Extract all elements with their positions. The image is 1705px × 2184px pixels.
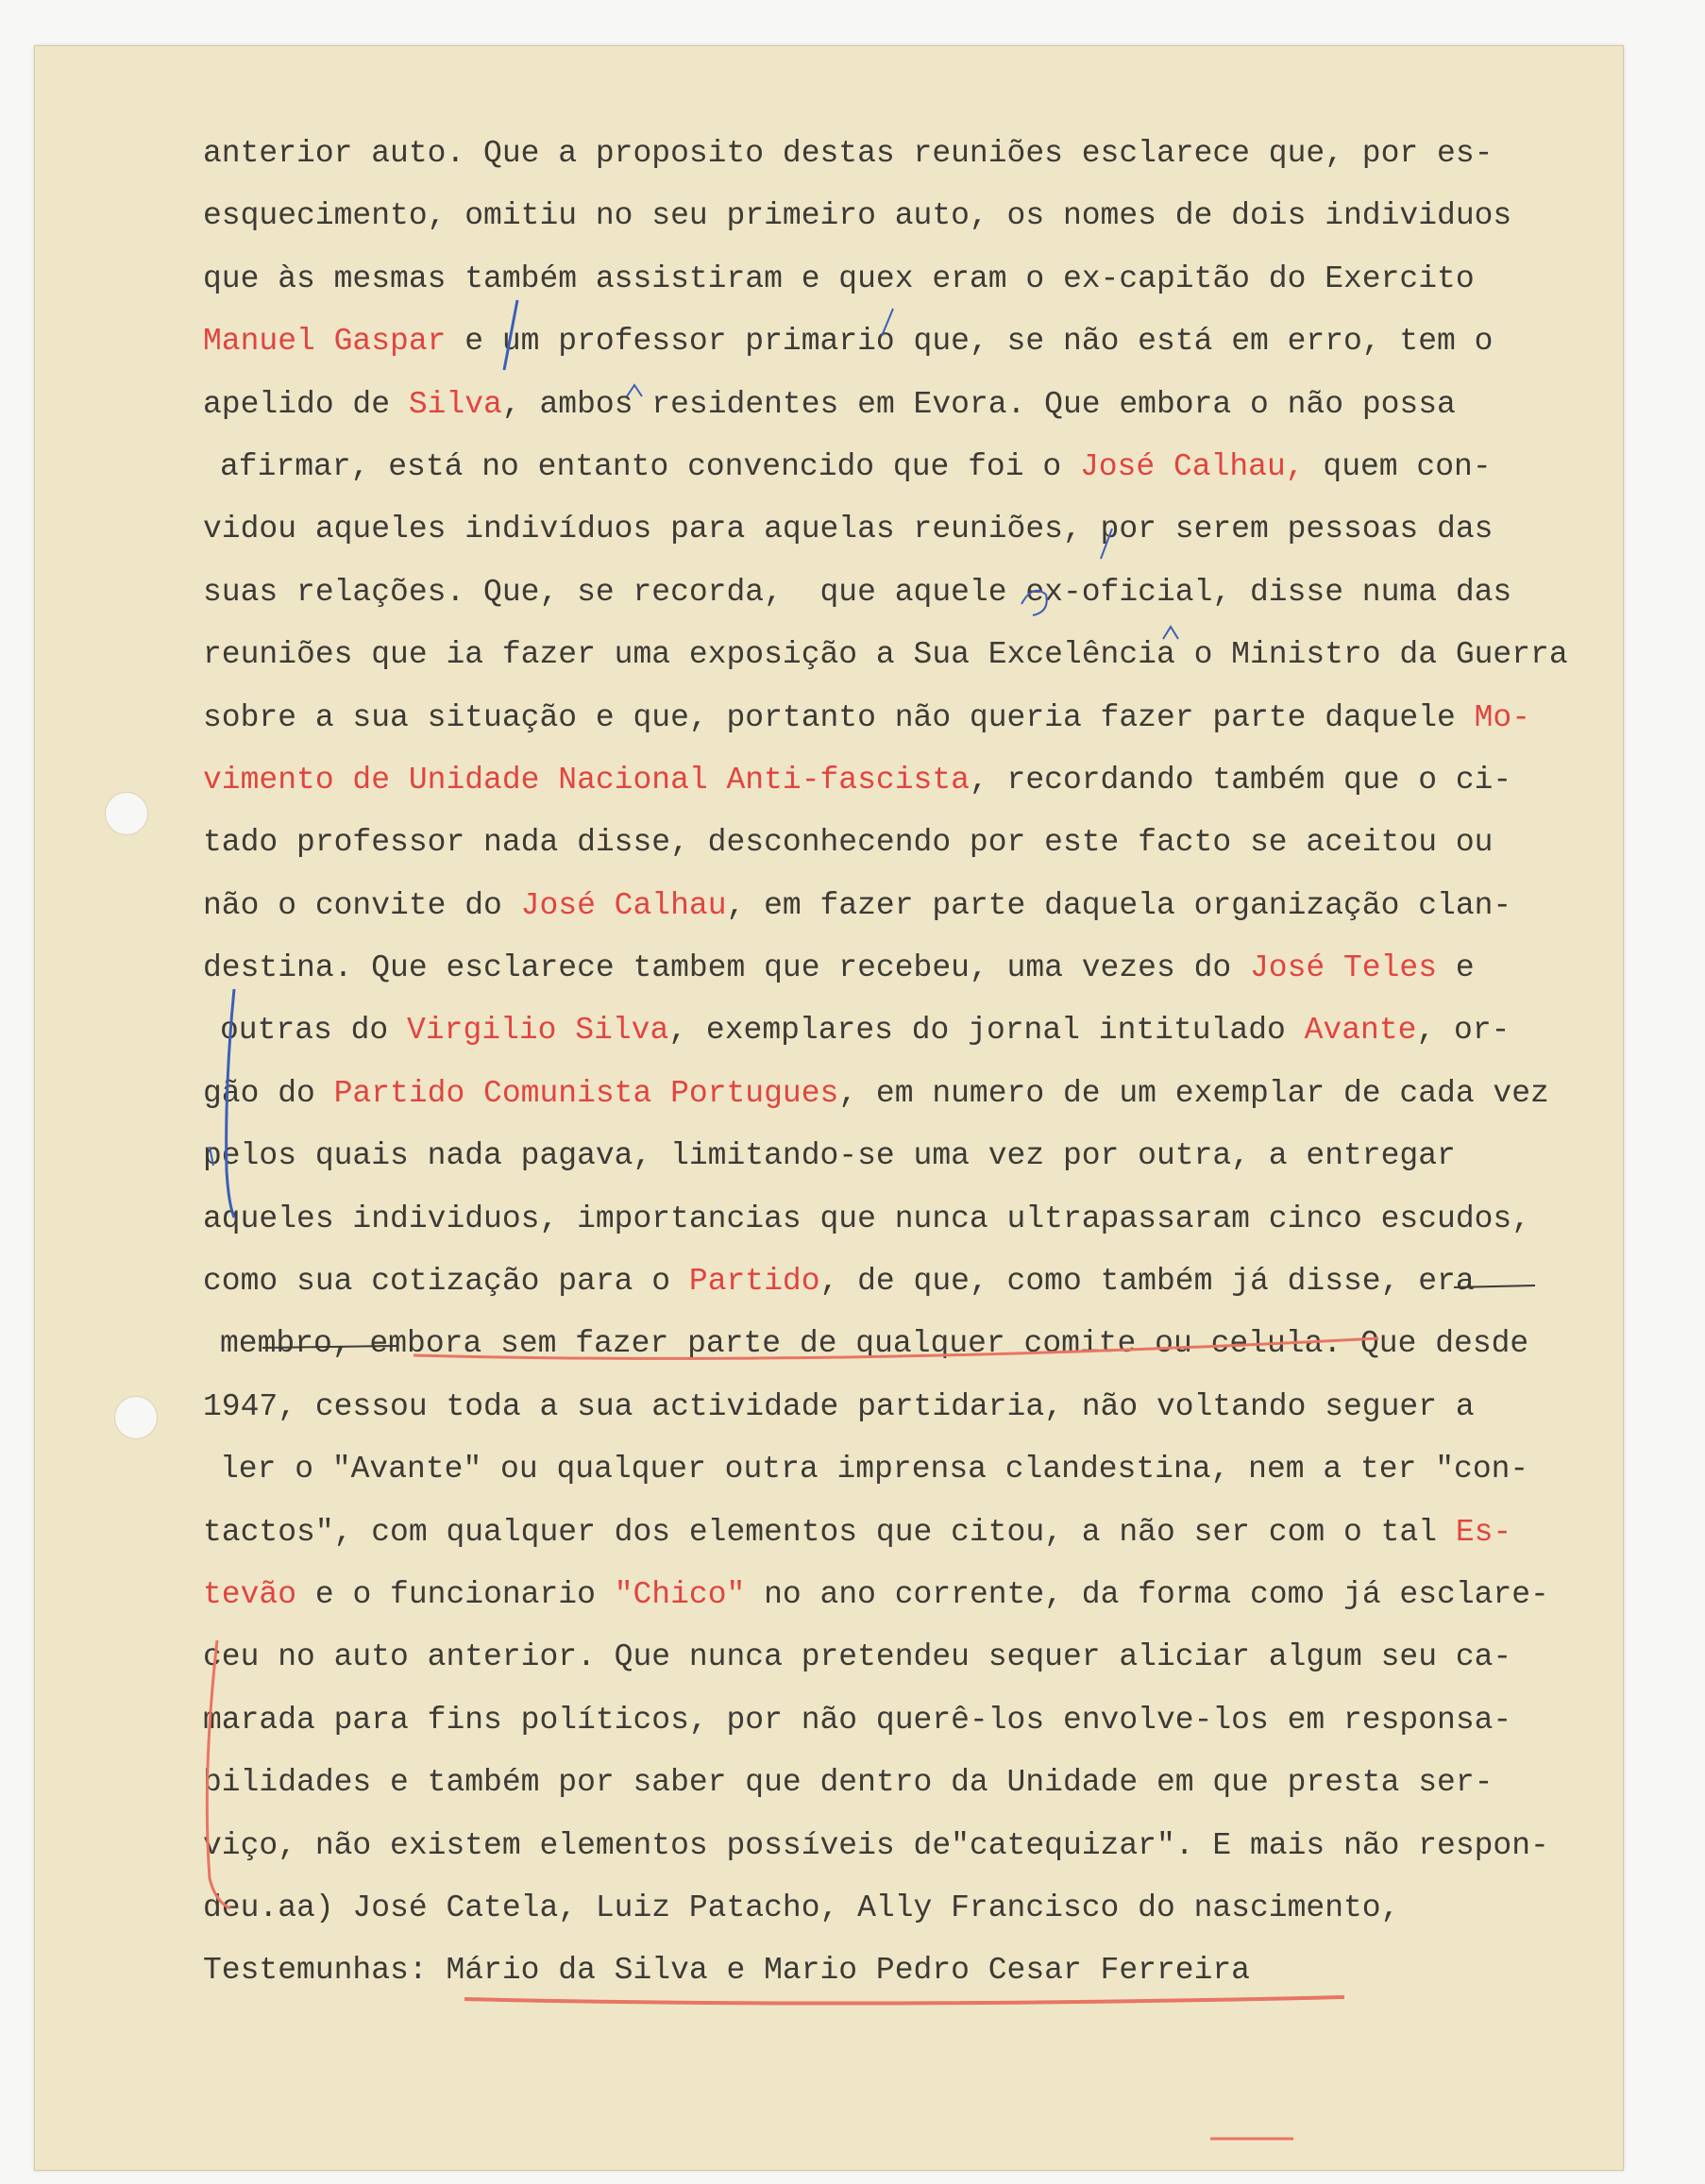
typed-text: ler o "Avante" ou qualquer outra imprensa clandestina, nem a ter "con- <box>220 1452 1529 1487</box>
typed-text: no ano corrente, da forma como já esclare- <box>745 1576 1549 1612</box>
text-line <box>203 1564 1619 1626</box>
red-typed-text: Virgilio Silva <box>407 1013 669 1049</box>
red-typed-text: José Calhau, <box>1079 448 1305 484</box>
typed-text: ceu no auto anterior. Que nunca pretendeu sequer aliciar algum seu ca- <box>203 1639 1512 1675</box>
red-typed-text: vimento de Unidade Nacional Anti-fascista <box>203 762 970 798</box>
text-line <box>203 1626 1619 1688</box>
typed-text: quem con- <box>1304 448 1492 484</box>
red-typed-text: "Chico" <box>614 1576 746 1612</box>
text-line <box>203 1000 1619 1062</box>
text-line <box>203 1877 1619 1940</box>
text-line <box>203 749 1619 812</box>
text-line <box>203 311 1619 373</box>
typed-text: , de que, como também já disse, era <box>819 1264 1475 1300</box>
red-typed-text: Manuel Gaspar <box>203 324 447 360</box>
red-typed-text: Mo- <box>1474 699 1531 735</box>
typed-text: pelos quais nada pagava, limitando-se uma vez por outra, a entregar <box>203 1138 1456 1174</box>
typed-text: Testemunhas: Mário da Silva e Mario Pedro Cesar Ferreira <box>203 1953 1250 1989</box>
typed-text: esquecimento, omitiu no seu primeiro auto, os nomes de dois individuos <box>203 198 1512 234</box>
red-typed-text: Silva <box>408 386 502 422</box>
typed-text: deu.aa) José Catela, Luiz Patacho, Ally Francisco do nascimento, <box>203 1890 1400 1925</box>
text-line <box>203 1689 1619 1752</box>
text-line <box>203 812 1619 874</box>
text-line <box>203 1063 1619 1125</box>
text-line <box>203 1313 1619 1375</box>
text-line <box>203 1815 1619 1877</box>
text-line <box>203 1251 1619 1313</box>
typed-text: outras do <box>220 1013 408 1049</box>
text-line <box>203 1376 1619 1438</box>
typed-text: vidou aqueles indivíduos para aquelas reuniões, por serem pessoas das <box>203 512 1494 547</box>
typed-text: , ambos residentes em Evora. Que embora o não possa <box>501 386 1456 422</box>
typed-text: bilidades e também por saber que dentro da Unidade em que presta ser- <box>203 1765 1494 1801</box>
typed-text: , or- <box>1416 1013 1511 1049</box>
typed-text: sobre a sua situação e que, portanto não queria fazer parte daquele <box>203 699 1475 735</box>
text-line <box>203 1188 1619 1251</box>
text-line <box>203 624 1619 686</box>
typed-text: tactos", com qualquer dos elementos que citou, a não ser com o tal <box>203 1514 1456 1550</box>
typed-text: anterior auto. Que a proposito destas reuniões esclarece que, por es- <box>203 136 1494 171</box>
typed-text: e <box>1437 950 1475 986</box>
red-typed-text: Es- <box>1455 1514 1512 1550</box>
punch-hole-top <box>105 792 148 835</box>
typed-text: gão do <box>203 1075 334 1111</box>
red-typed-text: José Calhau <box>520 887 727 923</box>
typed-text: , em fazer parte daquela organização clan- <box>726 887 1512 923</box>
text-line <box>203 1940 1619 2002</box>
typed-text: viço, não existem elementos possíveis de"catequizar". E mais não respon- <box>203 1827 1549 1863</box>
text-line <box>203 374 1619 436</box>
text-line <box>203 1125 1619 1187</box>
typed-text: e o funcionario <box>296 1576 615 1612</box>
text-line <box>203 937 1619 1000</box>
typed-text: que às mesmas também assistiram e quex eram o ex-capitão do Exercito <box>203 260 1475 296</box>
typed-text: marada para fins políticos, por não querê-los envolve-los em responsa- <box>203 1702 1512 1738</box>
typed-text: não o convite do <box>203 887 521 923</box>
typed-text: , em numero de um exemplar de cada vez <box>838 1075 1549 1111</box>
typed-text-body <box>203 123 1619 2003</box>
red-typed-text: tevão <box>203 1576 297 1612</box>
typed-text: como sua cotização para o <box>203 1264 689 1300</box>
red-typed-text: Avante <box>1304 1013 1417 1049</box>
typed-text: reuniões que ia fazer uma exposição a Sua Excelência o Ministro da Guerra <box>203 637 1568 673</box>
text-line <box>203 1752 1619 1814</box>
punch-hole-bottom <box>114 1396 158 1439</box>
typed-text: , exemplares do jornal intitulado <box>668 1013 1305 1049</box>
typed-text: destina. Que esclarece tambem que recebeu, uma vezes do <box>203 950 1250 986</box>
typed-text: tado professor nada disse, desconhecendo por este facto se aceitou ou <box>203 825 1494 861</box>
text-line <box>203 498 1619 561</box>
text-line <box>203 562 1619 624</box>
text-line <box>203 875 1619 937</box>
red-typed-text: Partido <box>688 1264 820 1300</box>
text-line <box>203 1502 1619 1564</box>
text-line <box>203 248 1619 311</box>
text-line <box>203 185 1619 247</box>
typed-text: 1947, cessou toda a sua actividade partidaria, não voltando seguer a <box>203 1388 1475 1424</box>
typed-text: membro, embora sem fazer parte de qualquer comite ou celula. Que desde <box>220 1326 1529 1362</box>
typed-text: , recordando também que o ci- <box>969 762 1512 798</box>
red-typed-text: Partido Comunista Portugues <box>333 1075 839 1111</box>
typed-text: suas relações. Que, se recorda, que aquele ex-oficial, disse numa das <box>203 574 1512 610</box>
text-line <box>203 123 1619 185</box>
typed-text: e um professor primario que, se não está em erro, tem o <box>446 324 1494 360</box>
text-line <box>203 436 1619 498</box>
red-typed-text: José Teles <box>1249 950 1438 986</box>
text-line <box>203 687 1619 749</box>
text-line <box>203 1438 1619 1501</box>
typed-text: afirmar, está no entanto convencido que foi o <box>220 448 1080 484</box>
typed-text: aqueles individuos, importancias que nunca ultrapassaram cinco escudos, <box>203 1201 1531 1236</box>
typed-text: apelido de <box>203 386 409 422</box>
